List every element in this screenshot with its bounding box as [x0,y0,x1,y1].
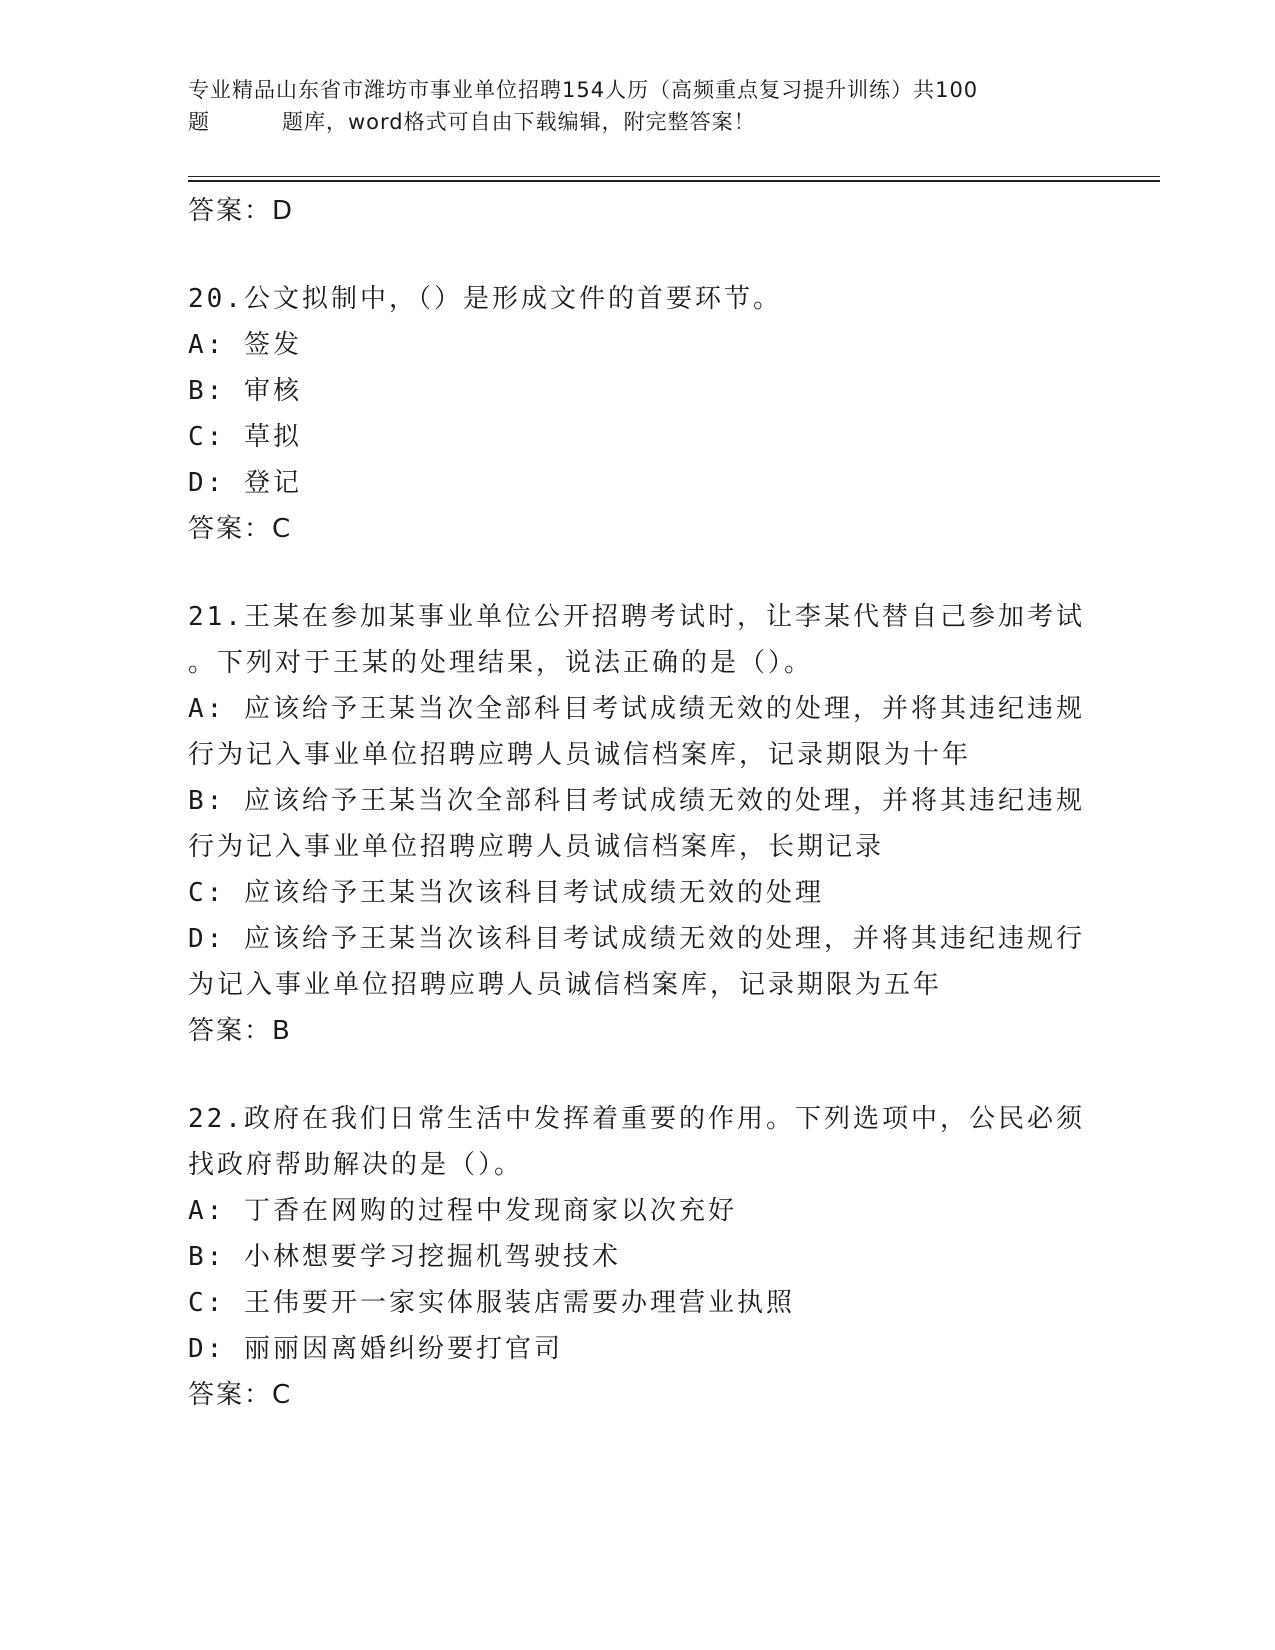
previous-answer: 答案：D [188,196,295,226]
option-line: C: 王伟要开一家实体服装店需要办理营业执照 [188,1288,795,1318]
option-line: B: 小林想要学习挖掘机驾驶技术 [188,1242,621,1272]
option-line: C: 草拟 [188,422,302,452]
question-text-line: 找政府帮助解决的是（）。 [188,1150,524,1180]
option-line: D: 丽丽因离婚纠纷要打官司 [188,1334,563,1364]
answer-line: 答案：C [188,514,293,544]
option-line: C: 应该给予王某当次该科目考试成绩无效的处理 [188,878,824,908]
option-line: D: 登记 [188,468,302,498]
option-line: A: 应该给予王某当次全部科目考试成绩无效的处理，并将其违纪违规 [188,694,1085,724]
option-line: A: 丁香在网购的过程中发现商家以次充好 [188,1196,737,1226]
question-text-line: 22.政府在我们日常生活中发挥着重要的作用。下列选项中，公民必须 [188,1104,1085,1134]
header-divider-thick [188,180,1160,182]
option-line: 行为记入事业单位招聘应聘人员诚信档案库，记录期限为十年 [188,740,972,770]
answer-line: 答案：C [188,1380,293,1410]
header-line-2 [188,106,1088,138]
question-list [188,276,1088,1418]
header-divider-thin [188,176,1160,177]
option-line: D: 应该给予王某当次该科目考试成绩无效的处理，并将其违纪违规行 [188,924,1085,954]
header-line-1: 专业精品山东省市潍坊市事业单位招聘154人历（高频重点复习提升训练）共100 [188,78,979,102]
page-header [188,74,1088,138]
answer-line: 答案：B [188,1016,292,1046]
option-line: B: 审核 [188,376,302,406]
question-content [188,188,1088,1418]
header-line-2-right: 题库，word格式可自由下载编辑，附完整答案！ [282,110,756,134]
header-line-2-left: 题 [188,110,210,134]
question-block [188,594,1088,1096]
question-block [188,276,1088,594]
option-line: B: 应该给予王某当次全部科目考试成绩无效的处理，并将其违纪违规 [188,786,1085,816]
question-block [188,1096,1088,1418]
question-text-line: 21.王某在参加某事业单位公开招聘考试时，让李某代替自己参加考试 [188,602,1085,632]
question-text-line: 20.公文拟制中，（）是形成文件的首要环节。 [188,284,782,314]
option-line: A: 签发 [188,330,302,360]
option-line: 为记入事业单位招聘应聘人员诚信档案库，记录期限为五年 [188,970,943,1000]
option-line: 行为记入事业单位招聘应聘人员诚信档案库，长期记录 [188,832,885,862]
question-text-line: 。下列对于王某的处理结果，说法正确的是（）。 [188,648,814,678]
